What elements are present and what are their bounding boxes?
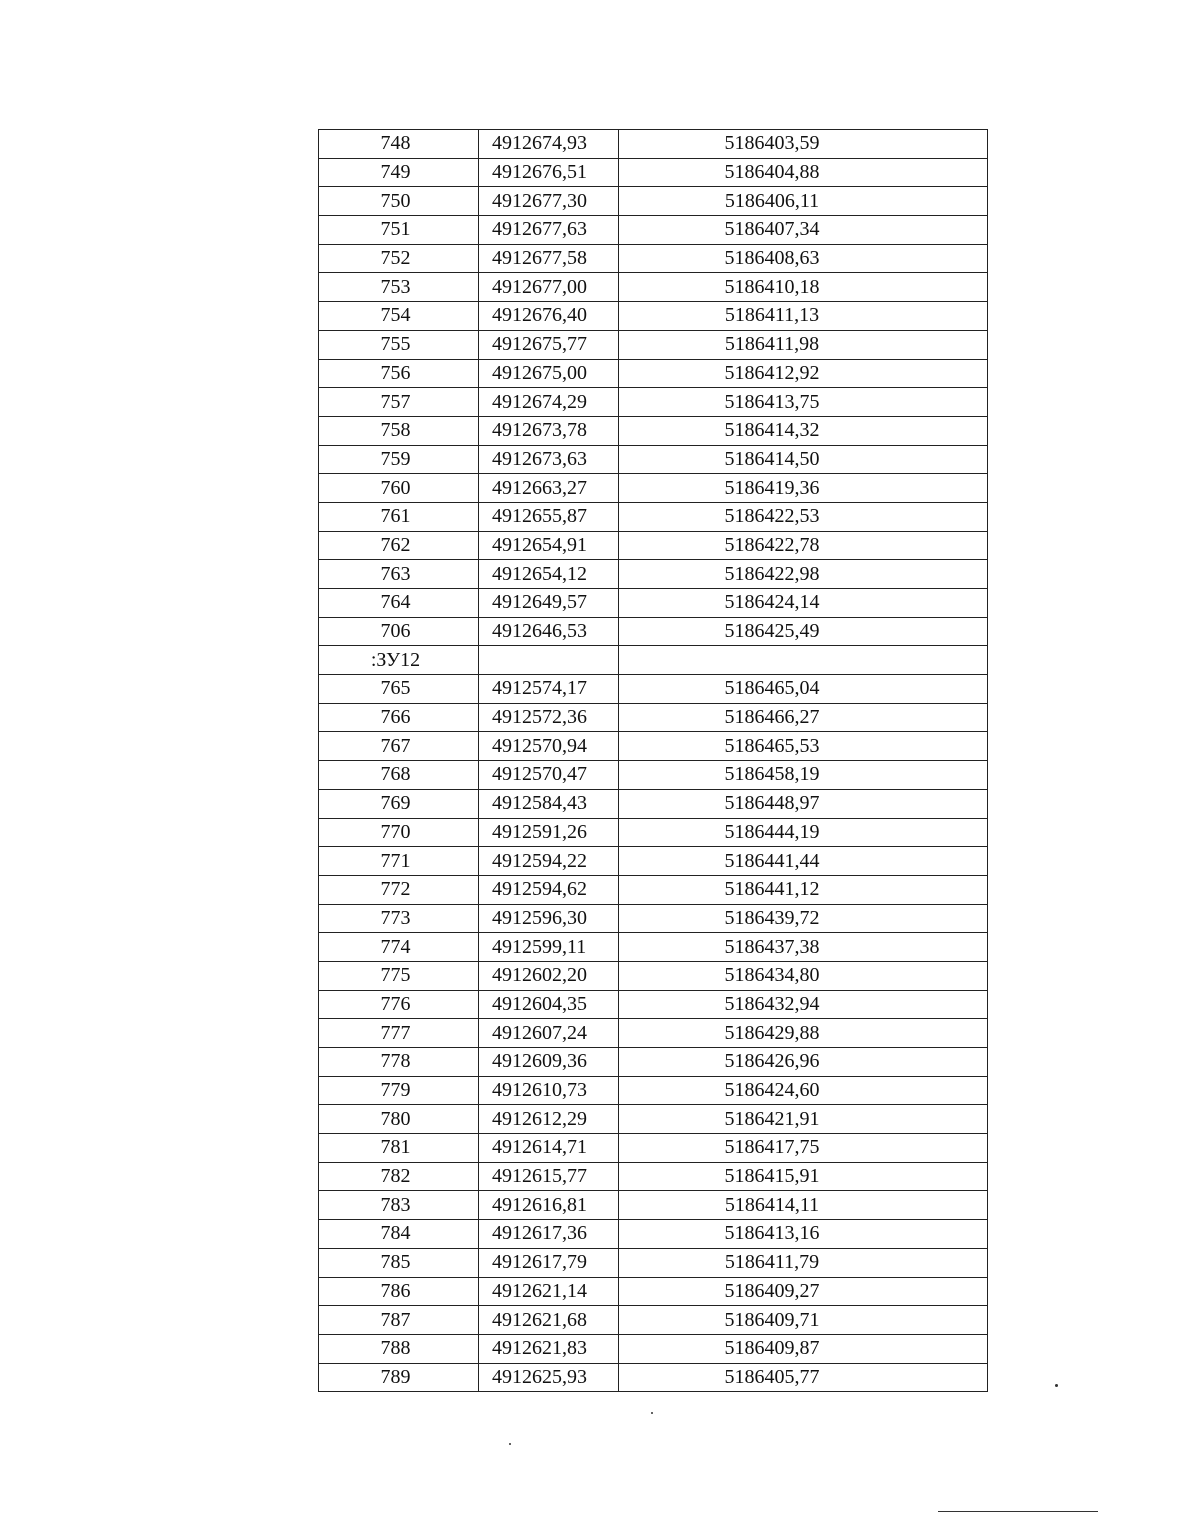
x-coordinate-cell: 4912591,26	[479, 818, 619, 847]
x-coordinate-cell: 4912655,87	[479, 502, 619, 531]
x-coordinate-cell: 4912646,53	[479, 617, 619, 646]
point-number-cell: 776	[319, 990, 479, 1019]
table-row	[319, 474, 988, 503]
point-number-cell: 760	[319, 474, 479, 503]
point-number-cell: 765	[319, 675, 479, 704]
point-number-cell: 772	[319, 875, 479, 904]
y-coordinate-cell: 5186412,92	[619, 359, 988, 388]
point-number-cell: 782	[319, 1162, 479, 1191]
y-coordinate-cell: 5186441,44	[619, 847, 988, 876]
table-row	[319, 1019, 988, 1048]
point-number-cell: 759	[319, 445, 479, 474]
x-coordinate-cell: 4912675,77	[479, 330, 619, 359]
table-row	[319, 158, 988, 187]
y-coordinate-cell: 5186409,87	[619, 1334, 988, 1363]
point-number-cell: 773	[319, 904, 479, 933]
y-coordinate-cell: 5186417,75	[619, 1134, 988, 1163]
x-coordinate-cell: 4912621,68	[479, 1306, 619, 1335]
table-row	[319, 761, 988, 790]
table-row	[319, 216, 988, 245]
y-coordinate-cell: 5186409,27	[619, 1277, 988, 1306]
y-coordinate-cell: 5186403,59	[619, 130, 988, 159]
point-number-cell: 787	[319, 1306, 479, 1335]
table-row	[319, 646, 988, 675]
x-coordinate-cell: 4912614,71	[479, 1134, 619, 1163]
point-number-cell: 786	[319, 1277, 479, 1306]
x-coordinate-cell: 4912615,77	[479, 1162, 619, 1191]
y-coordinate-cell	[619, 646, 988, 675]
y-coordinate-cell: 5186414,32	[619, 416, 988, 445]
x-coordinate-cell: 4912570,94	[479, 732, 619, 761]
x-coordinate-cell: 4912596,30	[479, 904, 619, 933]
x-coordinate-cell: 4912594,62	[479, 875, 619, 904]
point-number-cell: 779	[319, 1076, 479, 1105]
x-coordinate-cell: 4912677,63	[479, 216, 619, 245]
y-coordinate-cell: 5186434,80	[619, 961, 988, 990]
table-row	[319, 933, 988, 962]
x-coordinate-cell: 4912677,58	[479, 244, 619, 273]
x-coordinate-cell: 4912617,36	[479, 1220, 619, 1249]
table-row	[319, 589, 988, 618]
point-number-cell: 755	[319, 330, 479, 359]
y-coordinate-cell: 5186419,36	[619, 474, 988, 503]
table-row	[319, 130, 988, 159]
x-coordinate-cell: 4912574,17	[479, 675, 619, 704]
x-coordinate-cell: 4912572,36	[479, 703, 619, 732]
x-coordinate-cell: 4912607,24	[479, 1019, 619, 1048]
y-coordinate-cell: 5186411,98	[619, 330, 988, 359]
table-row	[319, 847, 988, 876]
point-number-cell: 754	[319, 302, 479, 331]
table-row	[319, 302, 988, 331]
point-number-cell: 783	[319, 1191, 479, 1220]
table-row	[319, 1363, 988, 1392]
x-coordinate-cell: 4912610,73	[479, 1076, 619, 1105]
table-row	[319, 187, 988, 216]
y-coordinate-cell: 5186458,19	[619, 761, 988, 790]
x-coordinate-cell: 4912594,22	[479, 847, 619, 876]
y-coordinate-cell: 5186421,91	[619, 1105, 988, 1134]
table-row	[319, 1306, 988, 1335]
point-number-cell: 766	[319, 703, 479, 732]
x-coordinate-cell: 4912654,12	[479, 560, 619, 589]
x-coordinate-cell: 4912676,51	[479, 158, 619, 187]
x-coordinate-cell: 4912612,29	[479, 1105, 619, 1134]
x-coordinate-cell: 4912617,79	[479, 1248, 619, 1277]
table-row	[319, 1248, 988, 1277]
y-coordinate-cell: 5186439,72	[619, 904, 988, 933]
point-number-cell: 771	[319, 847, 479, 876]
table-row	[319, 330, 988, 359]
y-coordinate-cell: 5186424,14	[619, 589, 988, 618]
y-coordinate-cell: 5186413,75	[619, 388, 988, 417]
x-coordinate-cell: 4912674,93	[479, 130, 619, 159]
x-coordinate-cell: 4912616,81	[479, 1191, 619, 1220]
table-row	[319, 244, 988, 273]
y-coordinate-cell: 5186424,60	[619, 1076, 988, 1105]
point-number-cell: 757	[319, 388, 479, 417]
table-row	[319, 388, 988, 417]
table-row	[319, 1162, 988, 1191]
x-coordinate-cell: 4912673,63	[479, 445, 619, 474]
point-number-cell: 774	[319, 933, 479, 962]
table-row	[319, 961, 988, 990]
table-row	[319, 416, 988, 445]
point-number-cell: 770	[319, 818, 479, 847]
x-coordinate-cell	[479, 646, 619, 675]
table-row	[319, 1277, 988, 1306]
x-coordinate-cell: 4912570,47	[479, 761, 619, 790]
x-coordinate-cell: 4912675,00	[479, 359, 619, 388]
table-row	[319, 732, 988, 761]
table-row	[319, 1105, 988, 1134]
y-coordinate-cell: 5186422,53	[619, 502, 988, 531]
x-coordinate-cell: 4912609,36	[479, 1048, 619, 1077]
y-coordinate-cell: 5186408,63	[619, 244, 988, 273]
point-number-cell: 767	[319, 732, 479, 761]
table-row	[319, 1334, 988, 1363]
y-coordinate-cell: 5186437,38	[619, 933, 988, 962]
scan-speck	[651, 1412, 653, 1414]
x-coordinate-cell: 4912602,20	[479, 961, 619, 990]
point-number-cell: 780	[319, 1105, 479, 1134]
point-number-cell: 777	[319, 1019, 479, 1048]
table-row	[319, 445, 988, 474]
point-number-cell: 764	[319, 589, 479, 618]
point-number-cell: 768	[319, 761, 479, 790]
y-coordinate-cell: 5186444,19	[619, 818, 988, 847]
y-coordinate-cell: 5186407,34	[619, 216, 988, 245]
point-number-cell: 789	[319, 1363, 479, 1392]
table-row	[319, 904, 988, 933]
x-coordinate-cell: 4912621,83	[479, 1334, 619, 1363]
point-number-cell: 788	[319, 1334, 479, 1363]
point-number-cell: 785	[319, 1248, 479, 1277]
table-row	[319, 617, 988, 646]
point-number-cell: 752	[319, 244, 479, 273]
point-number-cell: 769	[319, 789, 479, 818]
point-number-cell: 762	[319, 531, 479, 560]
x-coordinate-cell: 4912677,30	[479, 187, 619, 216]
point-number-cell: 706	[319, 617, 479, 646]
y-coordinate-cell: 5186465,04	[619, 675, 988, 704]
x-coordinate-cell: 4912584,43	[479, 789, 619, 818]
y-coordinate-cell: 5186432,94	[619, 990, 988, 1019]
point-number-cell: 756	[319, 359, 479, 388]
y-coordinate-cell: 5186422,98	[619, 560, 988, 589]
table-row	[319, 359, 988, 388]
point-number-cell: 761	[319, 502, 479, 531]
scan-speck	[509, 1443, 511, 1445]
x-coordinate-cell: 4912673,78	[479, 416, 619, 445]
y-coordinate-cell: 5186441,12	[619, 875, 988, 904]
table-row	[319, 875, 988, 904]
point-number-cell: 750	[319, 187, 479, 216]
point-number-cell: 781	[319, 1134, 479, 1163]
table-row	[319, 273, 988, 302]
table-row	[319, 1220, 988, 1249]
table-row	[319, 560, 988, 589]
table-row	[319, 818, 988, 847]
scan-speck	[1055, 1384, 1058, 1387]
table-row	[319, 675, 988, 704]
table-row	[319, 1134, 988, 1163]
y-coordinate-cell: 5186415,91	[619, 1162, 988, 1191]
x-coordinate-cell: 4912676,40	[479, 302, 619, 331]
point-number-cell: 763	[319, 560, 479, 589]
x-coordinate-cell: 4912625,93	[479, 1363, 619, 1392]
x-coordinate-cell: 4912677,00	[479, 273, 619, 302]
x-coordinate-cell: 4912654,91	[479, 531, 619, 560]
y-coordinate-cell: 5186404,88	[619, 158, 988, 187]
y-coordinate-cell: 5186411,13	[619, 302, 988, 331]
point-number-cell: 748	[319, 130, 479, 159]
y-coordinate-cell: 5186426,96	[619, 1048, 988, 1077]
table-row	[319, 531, 988, 560]
x-coordinate-cell: 4912621,14	[479, 1277, 619, 1306]
footer-rule	[938, 1511, 1098, 1512]
coordinates-table-body	[319, 130, 988, 1392]
y-coordinate-cell: 5186410,18	[619, 273, 988, 302]
table-row	[319, 703, 988, 732]
point-number-cell: 749	[319, 158, 479, 187]
y-coordinate-cell: 5186405,77	[619, 1363, 988, 1392]
y-coordinate-cell: 5186414,50	[619, 445, 988, 474]
coordinates-table	[318, 129, 988, 1392]
y-coordinate-cell: 5186414,11	[619, 1191, 988, 1220]
point-number-cell: 753	[319, 273, 479, 302]
table-row	[319, 789, 988, 818]
y-coordinate-cell: 5186411,79	[619, 1248, 988, 1277]
y-coordinate-cell: 5186425,49	[619, 617, 988, 646]
table-row	[319, 502, 988, 531]
y-coordinate-cell: 5186465,53	[619, 732, 988, 761]
y-coordinate-cell: 5186413,16	[619, 1220, 988, 1249]
table-row	[319, 1048, 988, 1077]
x-coordinate-cell: 4912649,57	[479, 589, 619, 618]
point-number-cell: 784	[319, 1220, 479, 1249]
point-number-cell: 751	[319, 216, 479, 245]
table-row	[319, 1191, 988, 1220]
y-coordinate-cell: 5186429,88	[619, 1019, 988, 1048]
x-coordinate-cell: 4912599,11	[479, 933, 619, 962]
y-coordinate-cell: 5186406,11	[619, 187, 988, 216]
y-coordinate-cell: 5186466,27	[619, 703, 988, 732]
point-number-cell: :ЗУ12	[319, 646, 479, 675]
x-coordinate-cell: 4912604,35	[479, 990, 619, 1019]
point-number-cell: 758	[319, 416, 479, 445]
y-coordinate-cell: 5186409,71	[619, 1306, 988, 1335]
x-coordinate-cell: 4912663,27	[479, 474, 619, 503]
point-number-cell: 775	[319, 961, 479, 990]
point-number-cell: 778	[319, 1048, 479, 1077]
y-coordinate-cell: 5186448,97	[619, 789, 988, 818]
table-row	[319, 990, 988, 1019]
x-coordinate-cell: 4912674,29	[479, 388, 619, 417]
y-coordinate-cell: 5186422,78	[619, 531, 988, 560]
table-row	[319, 1076, 988, 1105]
